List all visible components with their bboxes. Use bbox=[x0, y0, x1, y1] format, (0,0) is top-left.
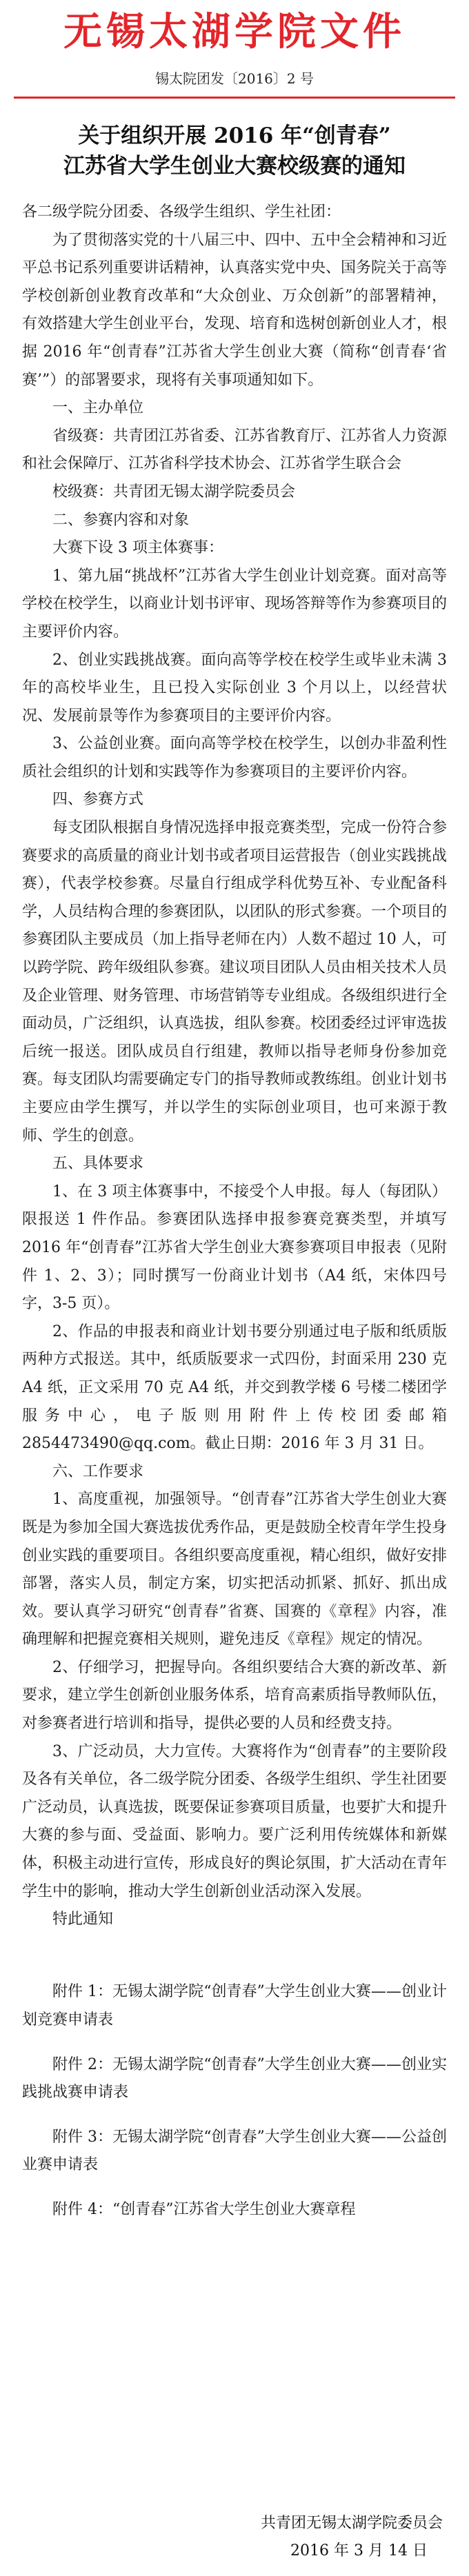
paragraph: 1、高度重视，加强领导。“创青春”江苏省大学生创业大赛既是为参加全国大赛选拔优秀作品，更是鼓励全校青年学生投身创业实践的重要项目。各组织要高度重视，精心组织，做好安排部署，落实人员，制定方案，切实把活动抓紧、抓好、抓出成效。要认真学习研究“创青春”省赛、国赛的《章程》内容，准确理解和把握竞赛相关规则，避免违反《章程》规定的情况。 bbox=[22, 1491, 448, 1649]
document-number: 锡太院团发〔2016〕2 号 bbox=[155, 70, 314, 87]
notice-title-line1: 关于组织开展 2016 年“创青春” bbox=[78, 123, 391, 148]
notice-title-line2: 江苏省大学生创业大赛校级赛的通知 bbox=[63, 154, 406, 179]
paragraph: 2、仔细学习，把握导向。各组织要结合大赛的新改革、新要求，建立学生创新创业服务体系，培育高素质指导教师队伍，对参赛者进行培训和指导，提供必要的人员和经费支持。 bbox=[22, 1658, 448, 1733]
paragraph: 2、创业实践挑战赛。面向高等学校在校学生或毕业未满 3 年的高校毕业生，且已投入实际创业 3 个月以上，以经营状况、发展前景等作为参赛项目的主要评价内容。 bbox=[22, 651, 447, 725]
closing-line: 特此通知 bbox=[52, 1911, 114, 1929]
spacer bbox=[22, 1951, 447, 1979]
paragraph: 校级赛：共青团无锡太湖学院委员会 bbox=[52, 483, 296, 501]
header-divider bbox=[14, 97, 455, 99]
section-heading: 五、具体要求 bbox=[52, 1155, 144, 1173]
paragraph: 2、作品的申报表和商业计划书要分别通过电子版和纸质版两种方式报送。其中，纸质版要求一式四份，封面采用 230 克 A4 纸，正文采用 70 克 A4 纸，并交到教学楼 6 号楼二楼团学服务中心，电子版则用附件上传校团委邮箱 2854473490@qq.com。截止日期：2016 年 3 月 31 日。 bbox=[22, 1322, 447, 1453]
notice-title bbox=[21, 121, 448, 181]
section-heading: 二、参赛内容和对象 bbox=[52, 511, 190, 529]
paragraph: 大赛下设 3 项主体赛事： bbox=[52, 539, 223, 557]
paragraph: 1、第九届“挑战杯”江苏省大学生创业计划竞赛。面对高等学校在校学生，以商业计划书评审、现场答辩等作为参赛项目的主要评价内容。 bbox=[22, 567, 448, 641]
spacer bbox=[22, 2180, 447, 2196]
signature-block bbox=[22, 2510, 443, 2565]
paragraph: 省级赛：共青团江苏省委、江苏省教育厅、江苏省人力资源和社会保障厅、江苏省科学技术协会、江苏省学生联合会 bbox=[22, 427, 448, 473]
section-heading: 一、主办单位 bbox=[52, 399, 144, 417]
paragraph: 3、公益创业赛。面向高等学校在校学生，以创办非盈利性质社会组织的计划和实践等作为参赛项目的主要评价内容。 bbox=[22, 735, 447, 781]
document-header-title: 无锡太湖学院文件 bbox=[63, 9, 406, 54]
spacer bbox=[22, 2107, 447, 2124]
notice-body bbox=[22, 199, 447, 2224]
signature-date: 2016 年 3 月 14 日 bbox=[290, 2542, 428, 2559]
attachment-item: 附件 1：无锡太湖学院“创青春”大学生创业大赛——创业计划竞赛申请表 bbox=[22, 1983, 447, 2029]
signature-org: 共青团无锡太湖学院委员会 bbox=[260, 2515, 443, 2532]
salutation: 各二级学院分团委、各级学生组织、学生社团： bbox=[22, 203, 341, 221]
paragraph: 3、广泛动员，大力宣传。大赛将作为“创青春”的主要阶段及各有关单位，各二级学院分团委、各级学生组织、学生社团要广泛动员，认真选拔，既要保证参赛项目质量，也要扩大和提升大赛的参与面、受益面、影响力。要广泛利用传统媒体和新媒体，积极主动进行宣传，形成良好的舆论氛围，扩大活动在青年学生中的影响，推动大学生创新创业活动深入发展。 bbox=[22, 1742, 448, 1900]
spacer bbox=[22, 1934, 447, 1951]
paragraph: 每支团队根据自身情况选择申报竞赛类型，完成一份符合参赛要求的高质量的商业计划书或者项目运营报告（创业实践挑战赛），代表学校参赛。尽量自行组成学科优势互补、专业配备科学，人员结构合理的参赛团队，以团队的形式参赛。一个项目的参赛团队主要成员（加上指导老师在内）人数不超过 10 人，可以跨学院、跨年级组队参赛。建议项目团队人员由相关技术人员及企业管理、财务管理、市场营销等专业组成。各级组织进行全面动员，广泛组织，认真选拔，组队参赛。校团委经过评审选拔后统一报送。团队成员自行组建，教师以指导老师身份参加竞赛。每支团队均需要确定专门的指导教师或教练组。创业计划书主要应由学生撰写，并以学生的实际创业项目，也可来源于教师、学生的创意。 bbox=[22, 819, 448, 1145]
section-heading: 四、参赛方式 bbox=[52, 791, 144, 809]
paragraph: 1、在 3 项主体赛事中，不接受个人申报。每人（每团队）限报送 1 件作品。参赛团队选择申报参赛竞赛类型，并填写 2016 年“创青春”江苏省大学生创业大赛参赛项目申报表（见附件 1、2、3）；同时撰写一份商业计划书（A4 纸，宋体四号字，3-5 页）。 bbox=[22, 1183, 447, 1313]
section-heading: 六、工作要求 bbox=[52, 1462, 144, 1480]
spacer bbox=[22, 2035, 447, 2051]
attachment-item: 附件 4：“创青春”江苏省大学生创业大赛章程 bbox=[52, 2200, 356, 2218]
intro-paragraph: 为了贯彻落实党的十八届三中、四中、五中全会精神和习近平总书记系列重要讲话精神，认真落实党中央、国务院关于高等学校创新创业教育改革和“大众创业、万众创新”的部署精神，有效搭建大学生创业平台，发现、培育和选树创新创业人才，根据 2016 年“创青春”江苏省大学生创业大赛（简称“创青春‘省赛’”）的部署要求，现将有关事项通知如下。 bbox=[22, 231, 448, 389]
attachment-item: 附件 2：无锡太湖学院“创青春”大学生创业大赛——创业实践挑战赛申请表 bbox=[22, 2055, 447, 2102]
attachment-item: 附件 3：无锡太湖学院“创青春”大学生创业大赛——公益创业赛申请表 bbox=[22, 2128, 447, 2174]
